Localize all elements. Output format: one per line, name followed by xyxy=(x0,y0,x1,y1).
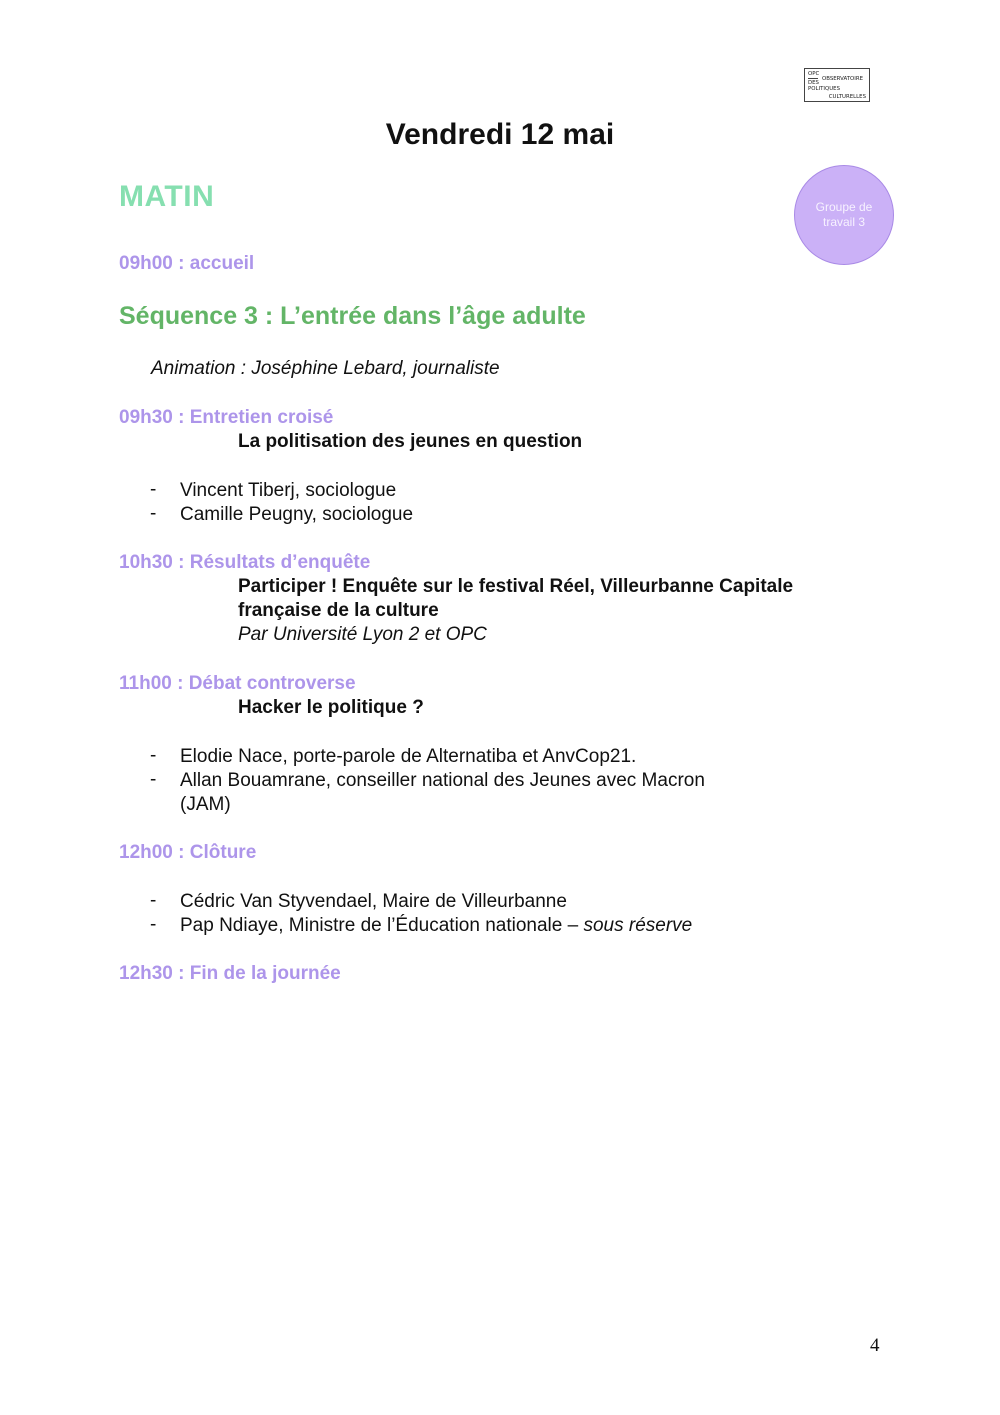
session-4-time: 12h00 : Clôture xyxy=(119,842,257,863)
end-time: 12h30 : Fin de la journée xyxy=(119,963,341,984)
page-title: Vendredi 12 mai xyxy=(385,118,615,151)
speaker-name: Pap Ndiaye, Ministre de l’Éducation nationale – xyxy=(180,915,584,936)
speaker-item: Elodie Nace, porte-parole de Alternatiba et AnvCop21. xyxy=(180,746,637,767)
animation-credit: Animation : Joséphine Lebard, journaliste xyxy=(151,358,500,379)
session-2-subtitle-line2: française de la culture xyxy=(238,600,439,621)
logo-rule xyxy=(808,78,818,79)
group-badge-label: Groupe de travail 3 xyxy=(815,200,873,229)
session-2-time: 10h30 : Résultats d’enquête xyxy=(119,552,371,573)
session-1-subtitle: La politisation des jeunes en question xyxy=(238,431,583,452)
speaker-item: Cédric Van Styvendael, Maire de Villeurbanne xyxy=(180,891,567,912)
period-heading: MATIN xyxy=(119,180,215,213)
bullet-dash: - xyxy=(150,769,157,790)
bullet-dash: - xyxy=(150,745,157,766)
bullet-dash: - xyxy=(150,503,157,524)
logo-text-opc: OPC xyxy=(808,71,820,77)
speaker-item: Vincent Tiberj, sociologue xyxy=(180,480,397,501)
opc-logo xyxy=(804,68,870,102)
speaker-item xyxy=(180,914,820,938)
logo-text-politiques: POLITIQUES xyxy=(808,86,840,92)
session-3-time: 11h00 : Débat controverse xyxy=(119,673,356,694)
bullet-dash: - xyxy=(150,914,157,935)
welcome-time: 09h00 : accueil xyxy=(119,253,255,274)
speaker-note: sous réserve xyxy=(583,915,693,936)
session-3-subtitle: Hacker le politique ? xyxy=(238,697,424,718)
speaker-item: Camille Peugny, sociologue xyxy=(180,504,414,525)
logo-text-observatoire: OBSERVATOIRE xyxy=(822,76,864,82)
logo-text-culturelles: CULTURELLES xyxy=(828,94,866,100)
page-number: 4 xyxy=(870,1335,880,1356)
session-1-time: 09h30 : Entretien croisé xyxy=(119,407,334,428)
session-2-subtitle-line1: Participer ! Enquête sur le festival Réel, Villeurbanne Capitale xyxy=(238,576,794,597)
logo-text-des: DES xyxy=(808,80,819,86)
speaker-item: Allan Bouamrane, conseiller national des Jeunes avec Macron xyxy=(180,770,705,791)
session-2-author: Par Université Lyon 2 et OPC xyxy=(238,624,487,645)
bullet-dash: - xyxy=(150,479,157,500)
group-badge xyxy=(794,165,894,265)
speaker-item-continued: (JAM) xyxy=(180,794,231,815)
sequence-title: Séquence 3 : L’entrée dans l’âge adulte xyxy=(119,302,586,330)
bullet-dash: - xyxy=(150,890,157,911)
